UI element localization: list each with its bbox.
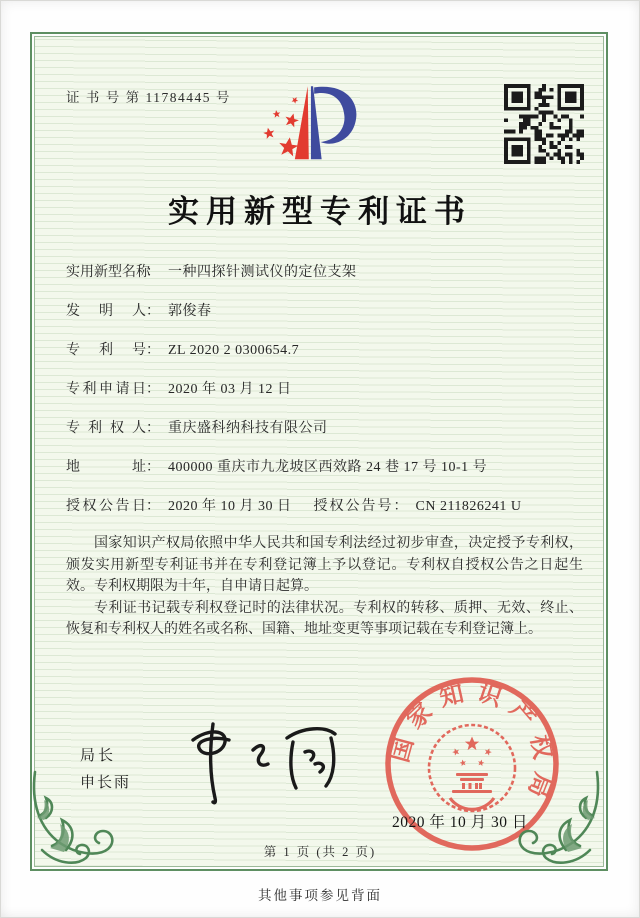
handwritten-signature-icon [175, 714, 355, 809]
field-value-grant-number: CN 211826241 U [415, 499, 522, 514]
field-value: 2020 年 03 月 12 日 [168, 382, 292, 397]
back-side-note: 其他事项参见背面 [258, 888, 382, 903]
field-label: 地址 [66, 460, 146, 475]
field-utility-model-name: 实用新型名称： 一种四探针测试仪的定位支架 [66, 263, 586, 302]
field-label: 授权公告日 [66, 499, 146, 514]
field-label: 实用新型名称 [66, 265, 150, 280]
field-filing-date: 专利申请日： 2020 年 03 月 12 日 [66, 380, 586, 419]
field-address: 地址： 400000 重庆市九龙坡区西效路 24 巷 17 号 10-1 号 [66, 458, 586, 497]
seal-date: 2020 年 10 月 30 日 [392, 814, 528, 831]
legal-paragraph-2: 专利证书记载专利权登记时的法律状况。专利权的转移、质押、无效、终止、恢复和专利权人的姓名或名称、国籍、地址变更等事项记载在专利登记簿上。 [66, 600, 583, 637]
field-patent-number: 专利号： ZL 2020 2 0300654.7 [66, 341, 586, 380]
field-label: 专利号 [66, 343, 146, 358]
field-value: 重庆盛科纳科技有限公司 [168, 421, 328, 436]
field-value: 一种四探针测试仪的定位支架 [168, 265, 357, 280]
field-value: ZL 2020 2 0300654.7 [168, 343, 300, 358]
certificate-title: 实用新型专利证书 [168, 194, 472, 229]
certificate-number: 证 书 号 第 11784445 号 [66, 90, 231, 105]
field-label: 专利申请日 [66, 382, 146, 397]
legal-text [66, 533, 583, 641]
field-value: 郭俊春 [168, 304, 212, 319]
field-label-grant-number: 授权公告号 [313, 499, 394, 514]
field-inventor: 发明人： 郭俊春 [66, 302, 586, 341]
certificate-fields [66, 263, 586, 536]
cnipa-patent-logo-icon [242, 82, 382, 186]
field-patentee: 专利权人： 重庆盛科纳科技有限公司 [66, 419, 586, 458]
field-value: 400000 重庆市九龙坡区西效路 24 巷 17 号 10-1 号 [168, 460, 488, 475]
field-label: 发明人 [66, 304, 146, 319]
page-number: 第 1 页 (共 2 页) [263, 845, 377, 859]
qr-code [504, 84, 584, 164]
director-title: 局长 [80, 748, 117, 764]
seal-ring-text: 国家知识产权局 [387, 679, 557, 810]
field-grant-date-and-number: 授权公告日： 2020 年 10 月 30 日 授权公告号： CN 211826241 U [66, 497, 586, 536]
director-name: 申长雨 [80, 775, 132, 791]
field-value: 2020 年 10 月 30 日 [168, 499, 292, 514]
legal-paragraph-1: 国家知识产权局依照中华人民共和国专利法经过初步审查，决定授予专利权，颁发实用新型专利证书并在专利登记簿上予以登记。专利权自授权公告之日起生效。专利权期限为十年，自申请日起算。 [66, 536, 583, 594]
field-label: 专利权人 [66, 421, 146, 436]
